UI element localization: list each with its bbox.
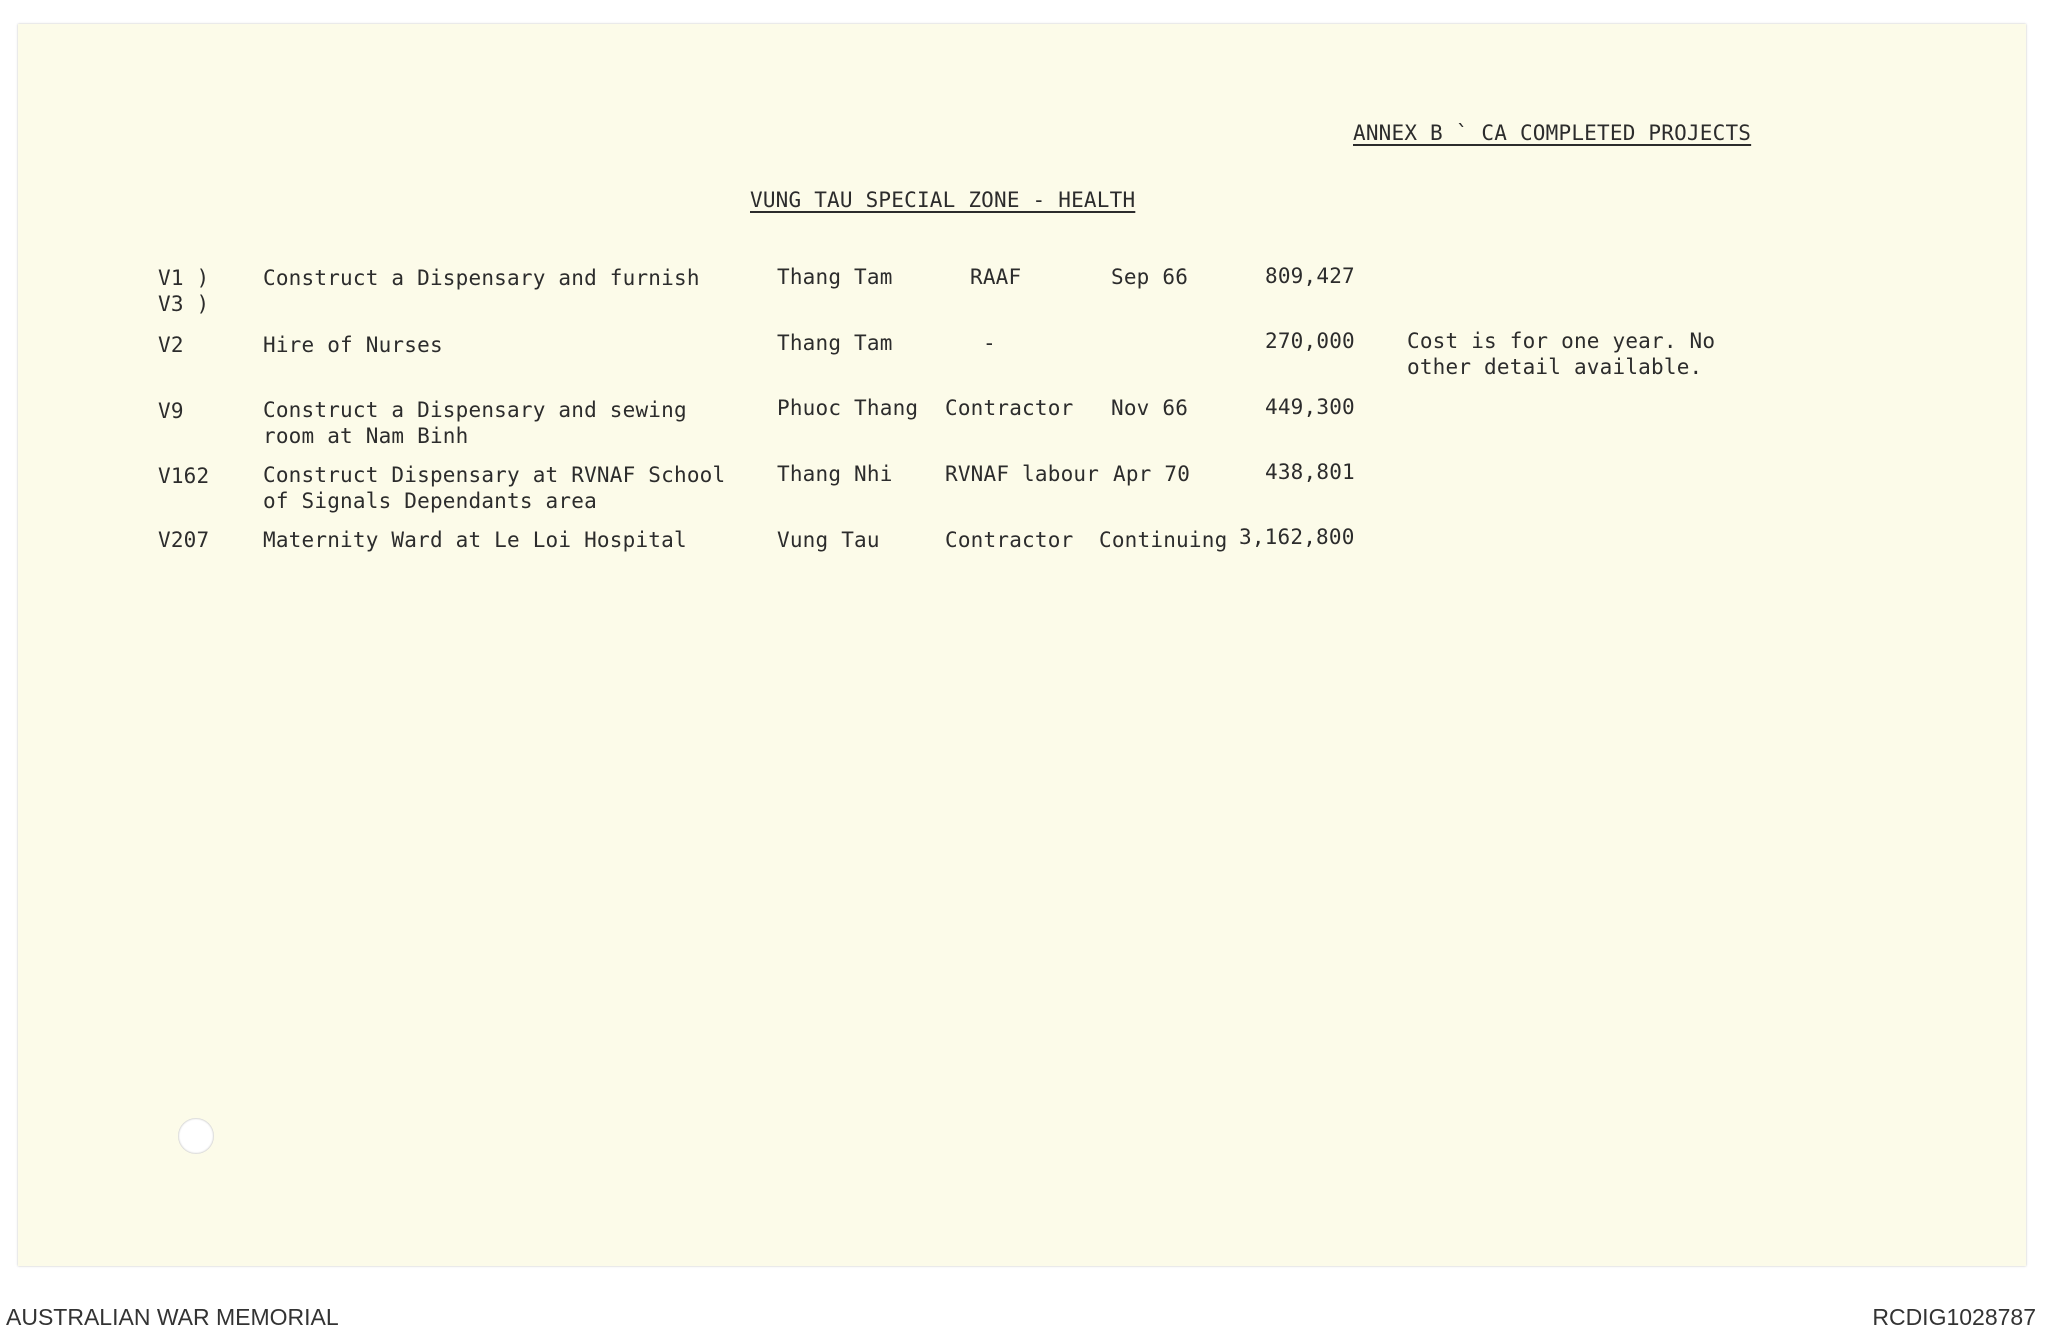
table-row-cost: 270,000 <box>1265 329 1355 353</box>
table-row-id: V162 <box>158 464 210 488</box>
table-row-location: Thang Tam <box>777 265 893 289</box>
annex-heading: ANNEX B ` CA COMPLETED PROJECTS <box>1353 121 1752 145</box>
punch-hole <box>178 1118 214 1154</box>
footer-archive-name: AUSTRALIAN WAR MEMORIAL <box>6 1304 339 1330</box>
table-row-location: Thang Nhi <box>777 462 893 486</box>
table-row-executed-by: Contractor <box>945 396 1074 420</box>
table-row-executed-by: Contractor <box>945 528 1074 552</box>
table-row-id: V1 ) V3 ) <box>158 266 210 316</box>
table-row-remarks: Cost is for one year. No other detail available. <box>1407 329 1716 379</box>
table-row-location: Vung Tau <box>777 528 880 552</box>
table-row-id: V9 <box>158 399 184 423</box>
table-row-completed: Sep 66 <box>1111 265 1189 289</box>
table-row-executed-by: - <box>983 331 996 355</box>
table-row-cost: 438,801 <box>1265 460 1355 484</box>
table-row-description: Construct a Dispensary and furnish <box>263 266 700 290</box>
table-row-location: Thang Tam <box>777 331 893 355</box>
footer-record-id: RCDIG1028787 <box>1872 1304 2036 1330</box>
table-row-cost: 809,427 <box>1265 264 1355 288</box>
table-row-description: Construct Dispensary at RVNAF School of Signals Dependants area <box>263 463 726 513</box>
table-row-executed-by: RAAF <box>970 265 1022 289</box>
table-row-description: Construct a Dispensary and sewing room at Nam Binh <box>263 398 687 448</box>
table-row-completed: Nov 66 <box>1111 396 1189 420</box>
table-row-id: V207 <box>158 528 210 552</box>
table-row-location: Phuoc Thang <box>777 396 919 420</box>
table-row-description: Hire of Nurses <box>263 333 443 357</box>
table-row-description: Maternity Ward at Le Loi Hospital <box>263 528 687 552</box>
table-row-completed: Apr 70 <box>1113 462 1191 486</box>
page-title: VUNG TAU SPECIAL ZONE - HEALTH <box>750 188 1136 212</box>
table-row-id: V2 <box>158 333 184 357</box>
table-row-cost: 3,162,800 <box>1239 525 1355 549</box>
table-row-completed: Continuing <box>1099 528 1228 552</box>
table-row-cost: 449,300 <box>1265 395 1355 419</box>
table-row-executed-by: RVNAF labour <box>945 462 1100 486</box>
